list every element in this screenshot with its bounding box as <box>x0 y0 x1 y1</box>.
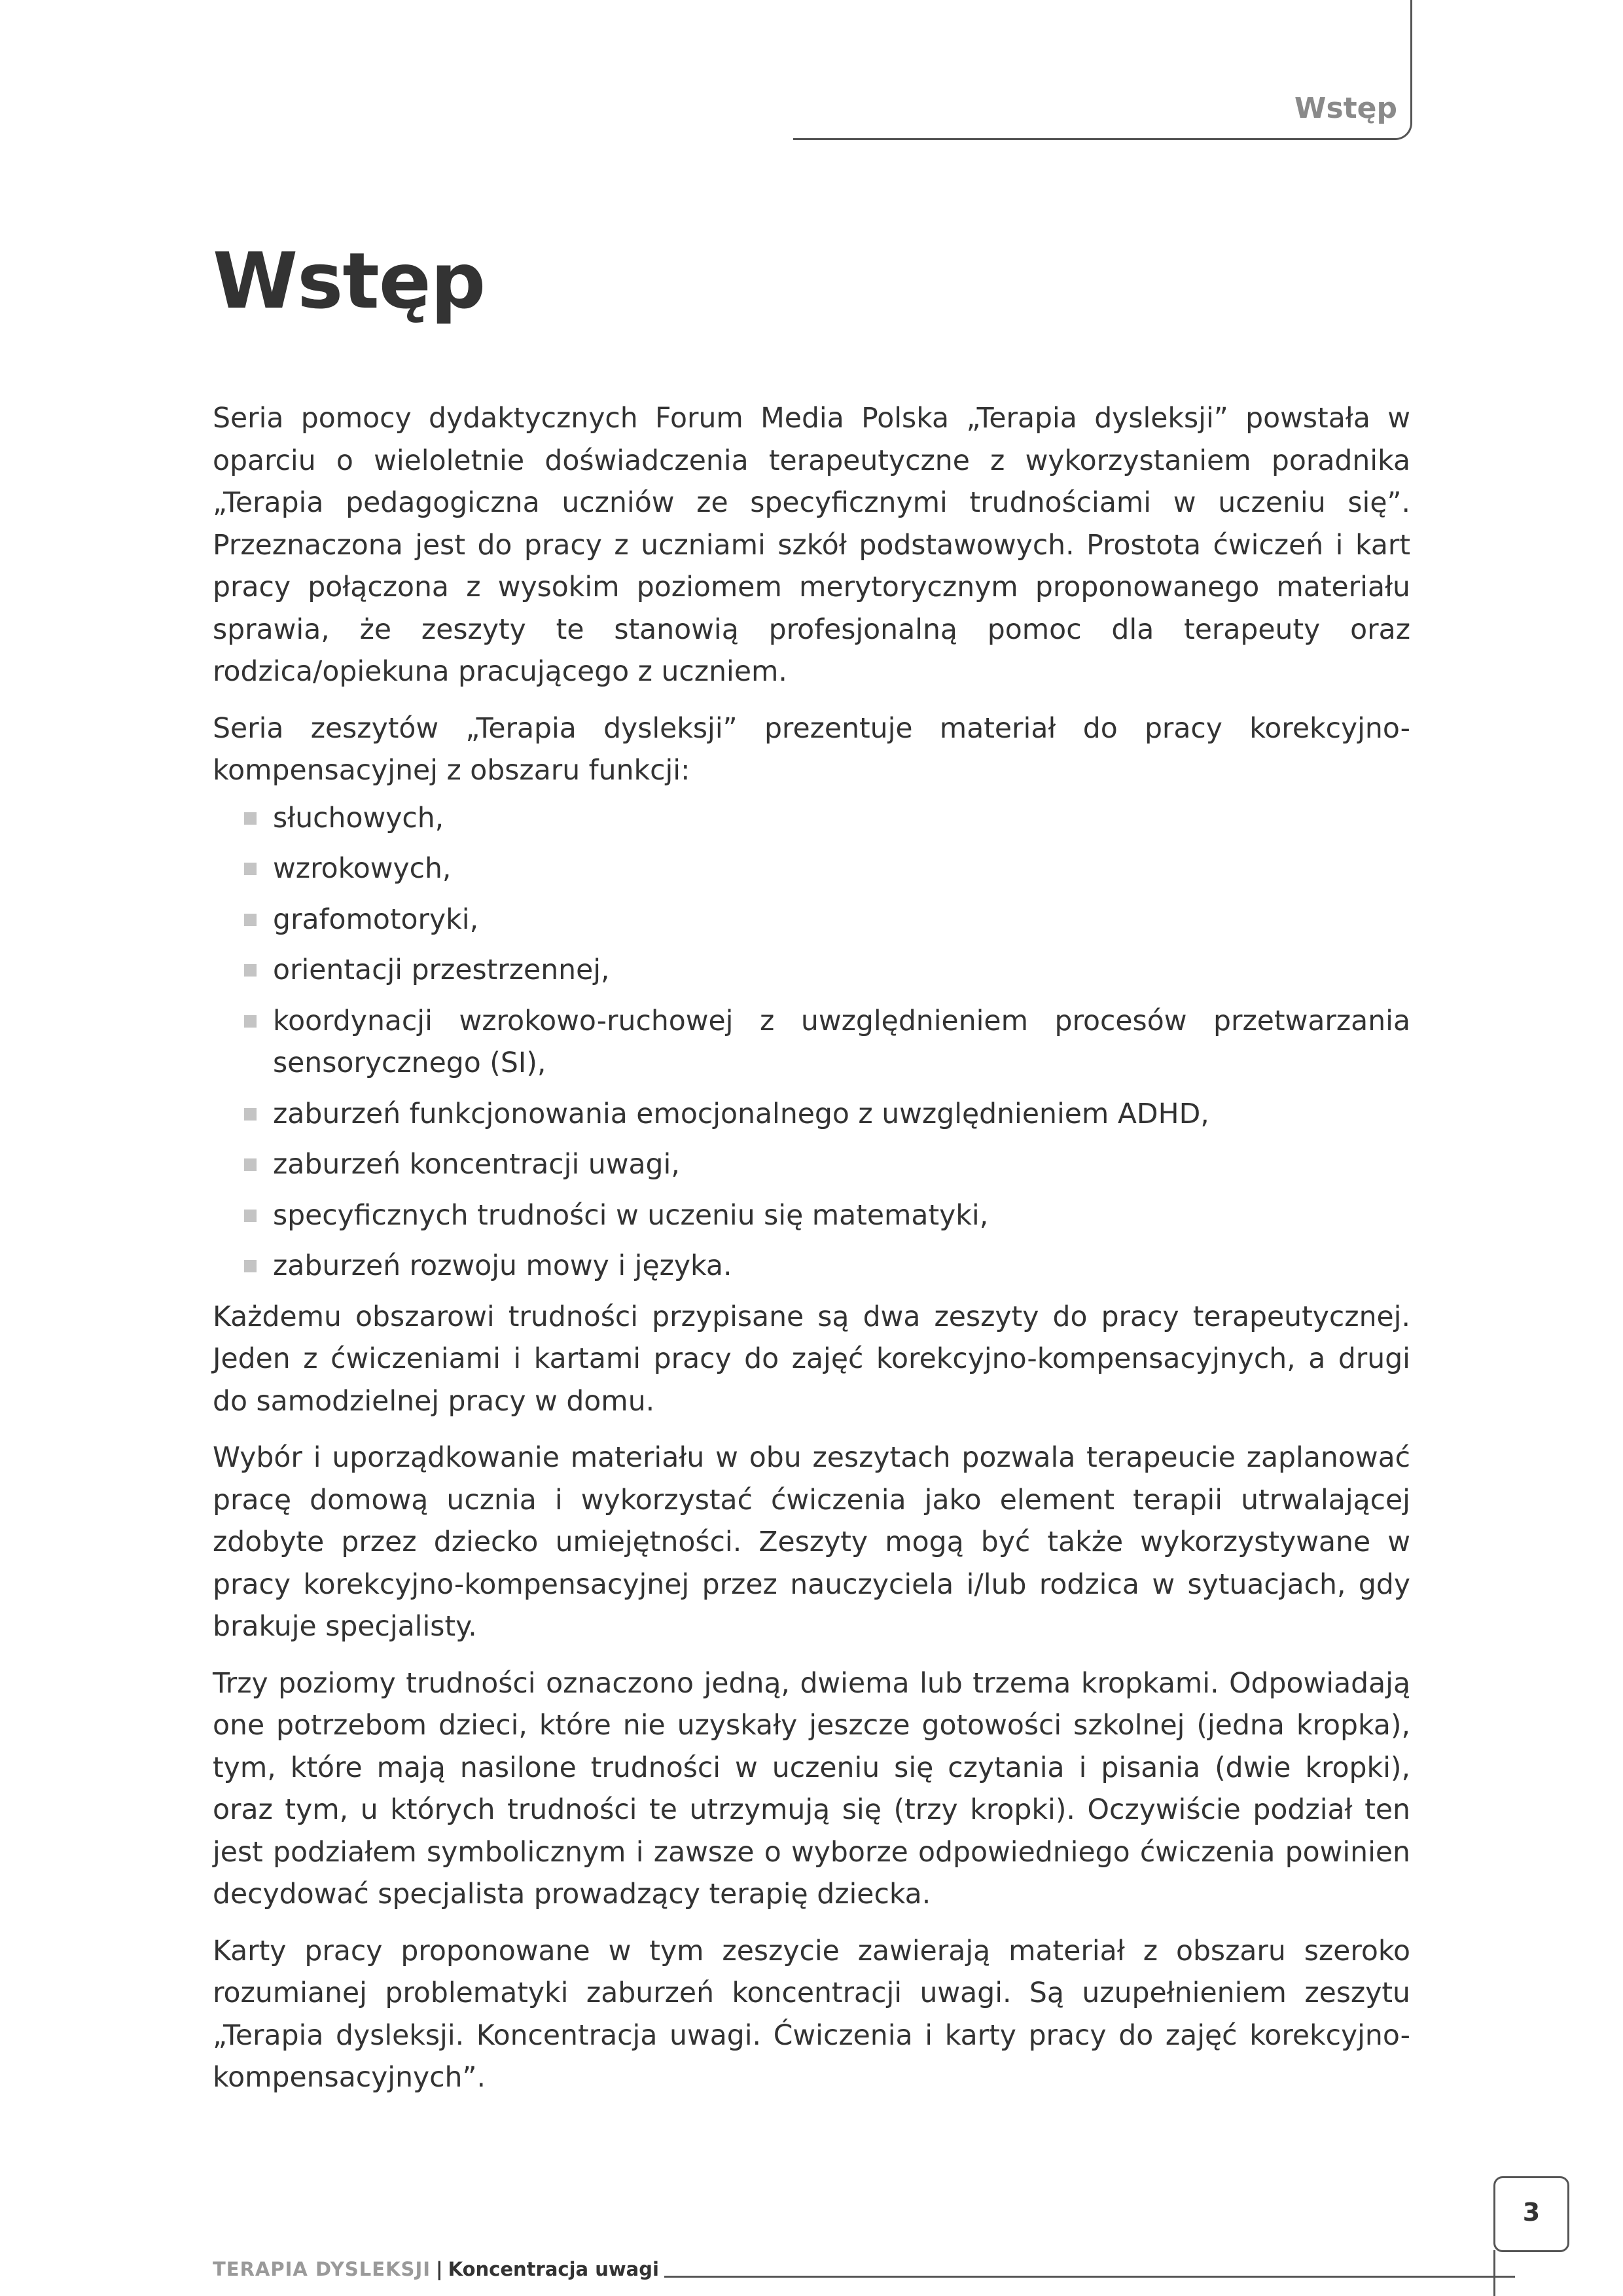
page-number-stem <box>1493 2250 1495 2296</box>
paragraph-selection: Wybór i uporządkowanie materiału w obu zeszytach pozwala terapeucie zaplanować pracę domową ucznia i wykorzystać ćwiczenia jako element terapii utrwalającej zdobyte przez dziecko umiejętności. Zeszyty mogą być także wykorzystywane w pracy korekcyjno-kompensacyjnej przez nauczyciela i/lub rodzica w sytuacjach, gdy brakuje specjalisty. <box>213 1442 1410 1643</box>
list-item: wzrokowych, <box>213 848 1410 891</box>
function-list <box>213 798 1410 1288</box>
footer-running-title <box>213 2258 659 2280</box>
square-bullet-icon <box>244 1158 257 1171</box>
square-bullet-icon <box>244 863 257 875</box>
list-item: grafomotoryki, <box>213 899 1410 942</box>
list-item: specyficznych trudności w uczeniu się matematyki, <box>213 1195 1410 1238</box>
list-item: zaburzeń rozwoju mowy i języka. <box>213 1246 1410 1288</box>
square-bullet-icon <box>244 914 257 926</box>
list-item: orientacji przestrzennej, <box>213 950 1410 992</box>
list-item: słuchowych, <box>213 798 1410 840</box>
paragraph-worksheets: Karty pracy proponowane w tym zeszycie zawierają materiał z obszaru szeroko rozumianej problematyki zaburzeń koncentracji uwagi. Są uzupełnieniem zeszytu „Terapia dysleksji. Koncentracja uwagi. Ćwiczenia i karty pracy do zajęć korekcyjno-kompensacyjnych”. <box>213 1935 1410 2094</box>
page-number: 3 <box>1522 2198 1541 2227</box>
footer-series-name: TERAPIA DYSLEKSJI <box>213 2258 431 2280</box>
footer-rule <box>664 2276 1515 2278</box>
paragraph-intro: Seria pomocy dydaktycznych Forum Media Polska „Terapia dysleksji” powstała w oparciu o wieloletnie doświadczenia terapeutyczne z wykorzystaniem poradnika „Terapia pedagogiczna uczniów ze specyficznymi trudnościami w uczeniu się”. Przeznaczona jest do pracy z uczniami szkół podstawowych. Prostota ćwiczeń i kart pracy połączona z wysokim poziomem merytorycznym proponowanego materiału sprawia, że zeszyty te stanowią profesjonalną pomoc dla terapeuty oraz rodzica/opiekuna pracującego z uczniem. <box>213 403 1410 688</box>
square-bullet-icon <box>244 964 257 977</box>
page-title: Wstęp <box>213 236 486 326</box>
square-bullet-icon <box>244 1260 257 1272</box>
page-number-box <box>1493 2176 1569 2252</box>
paragraph-levels: Trzy poziomy trudności oznaczono jedną, dwiema lub trzema kropkami. Odpowiadają one potrzebom dzieci, które nie uzyskały jeszcze gotowości szkolnej (jedna kropka), tym, które mają nasilone trudności w uczeniu się czytania i pisania (dwie kropki), oraz tym, u których trudności te utrzymują się (trzy kropki). Oczywiście podział ten jest podziałem symbolicznym i zawsze o wyborze odpowiedniego ćwiczenia powinien decydować specjalista prowadzący terapię dziecka. <box>213 1667 1410 1910</box>
running-header-title: Wstęp <box>1294 92 1397 125</box>
paragraph-notebooks: Każdemu obszarowi trudności przypisane są dwa zeszyty do pracy terapeutycznej. Jeden z ćwiczeniami i kartami pracy do zajęć korekcyjno-kompensacyjnych, a drugi do samodzielnej pracy w domu. <box>213 1300 1410 1418</box>
footer-volume-name: Koncentracja uwagi <box>448 2258 659 2280</box>
square-bullet-icon <box>244 812 257 825</box>
paragraph-list-lead: Seria zeszytów „Terapia dysleksji” prezentuje materiał do pracy korekcyjno-kompensacyjnej z obszaru funkcji: <box>213 712 1410 787</box>
footer-separator: | <box>436 2258 443 2280</box>
square-bullet-icon <box>244 1015 257 1028</box>
square-bullet-icon <box>244 1210 257 1222</box>
list-item: zaburzeń funkcjonowania emocjonalnego z uwzględnieniem ADHD, <box>213 1094 1410 1136</box>
square-bullet-icon <box>244 1108 257 1121</box>
list-item: koordynacji wzrokowo-ruchowej z uwzględnieniem procesów przetwarzania sensorycznego (SI), <box>213 1001 1410 1085</box>
list-item: zaburzeń koncentracji uwagi, <box>213 1144 1410 1187</box>
main-content <box>213 398 1410 2114</box>
